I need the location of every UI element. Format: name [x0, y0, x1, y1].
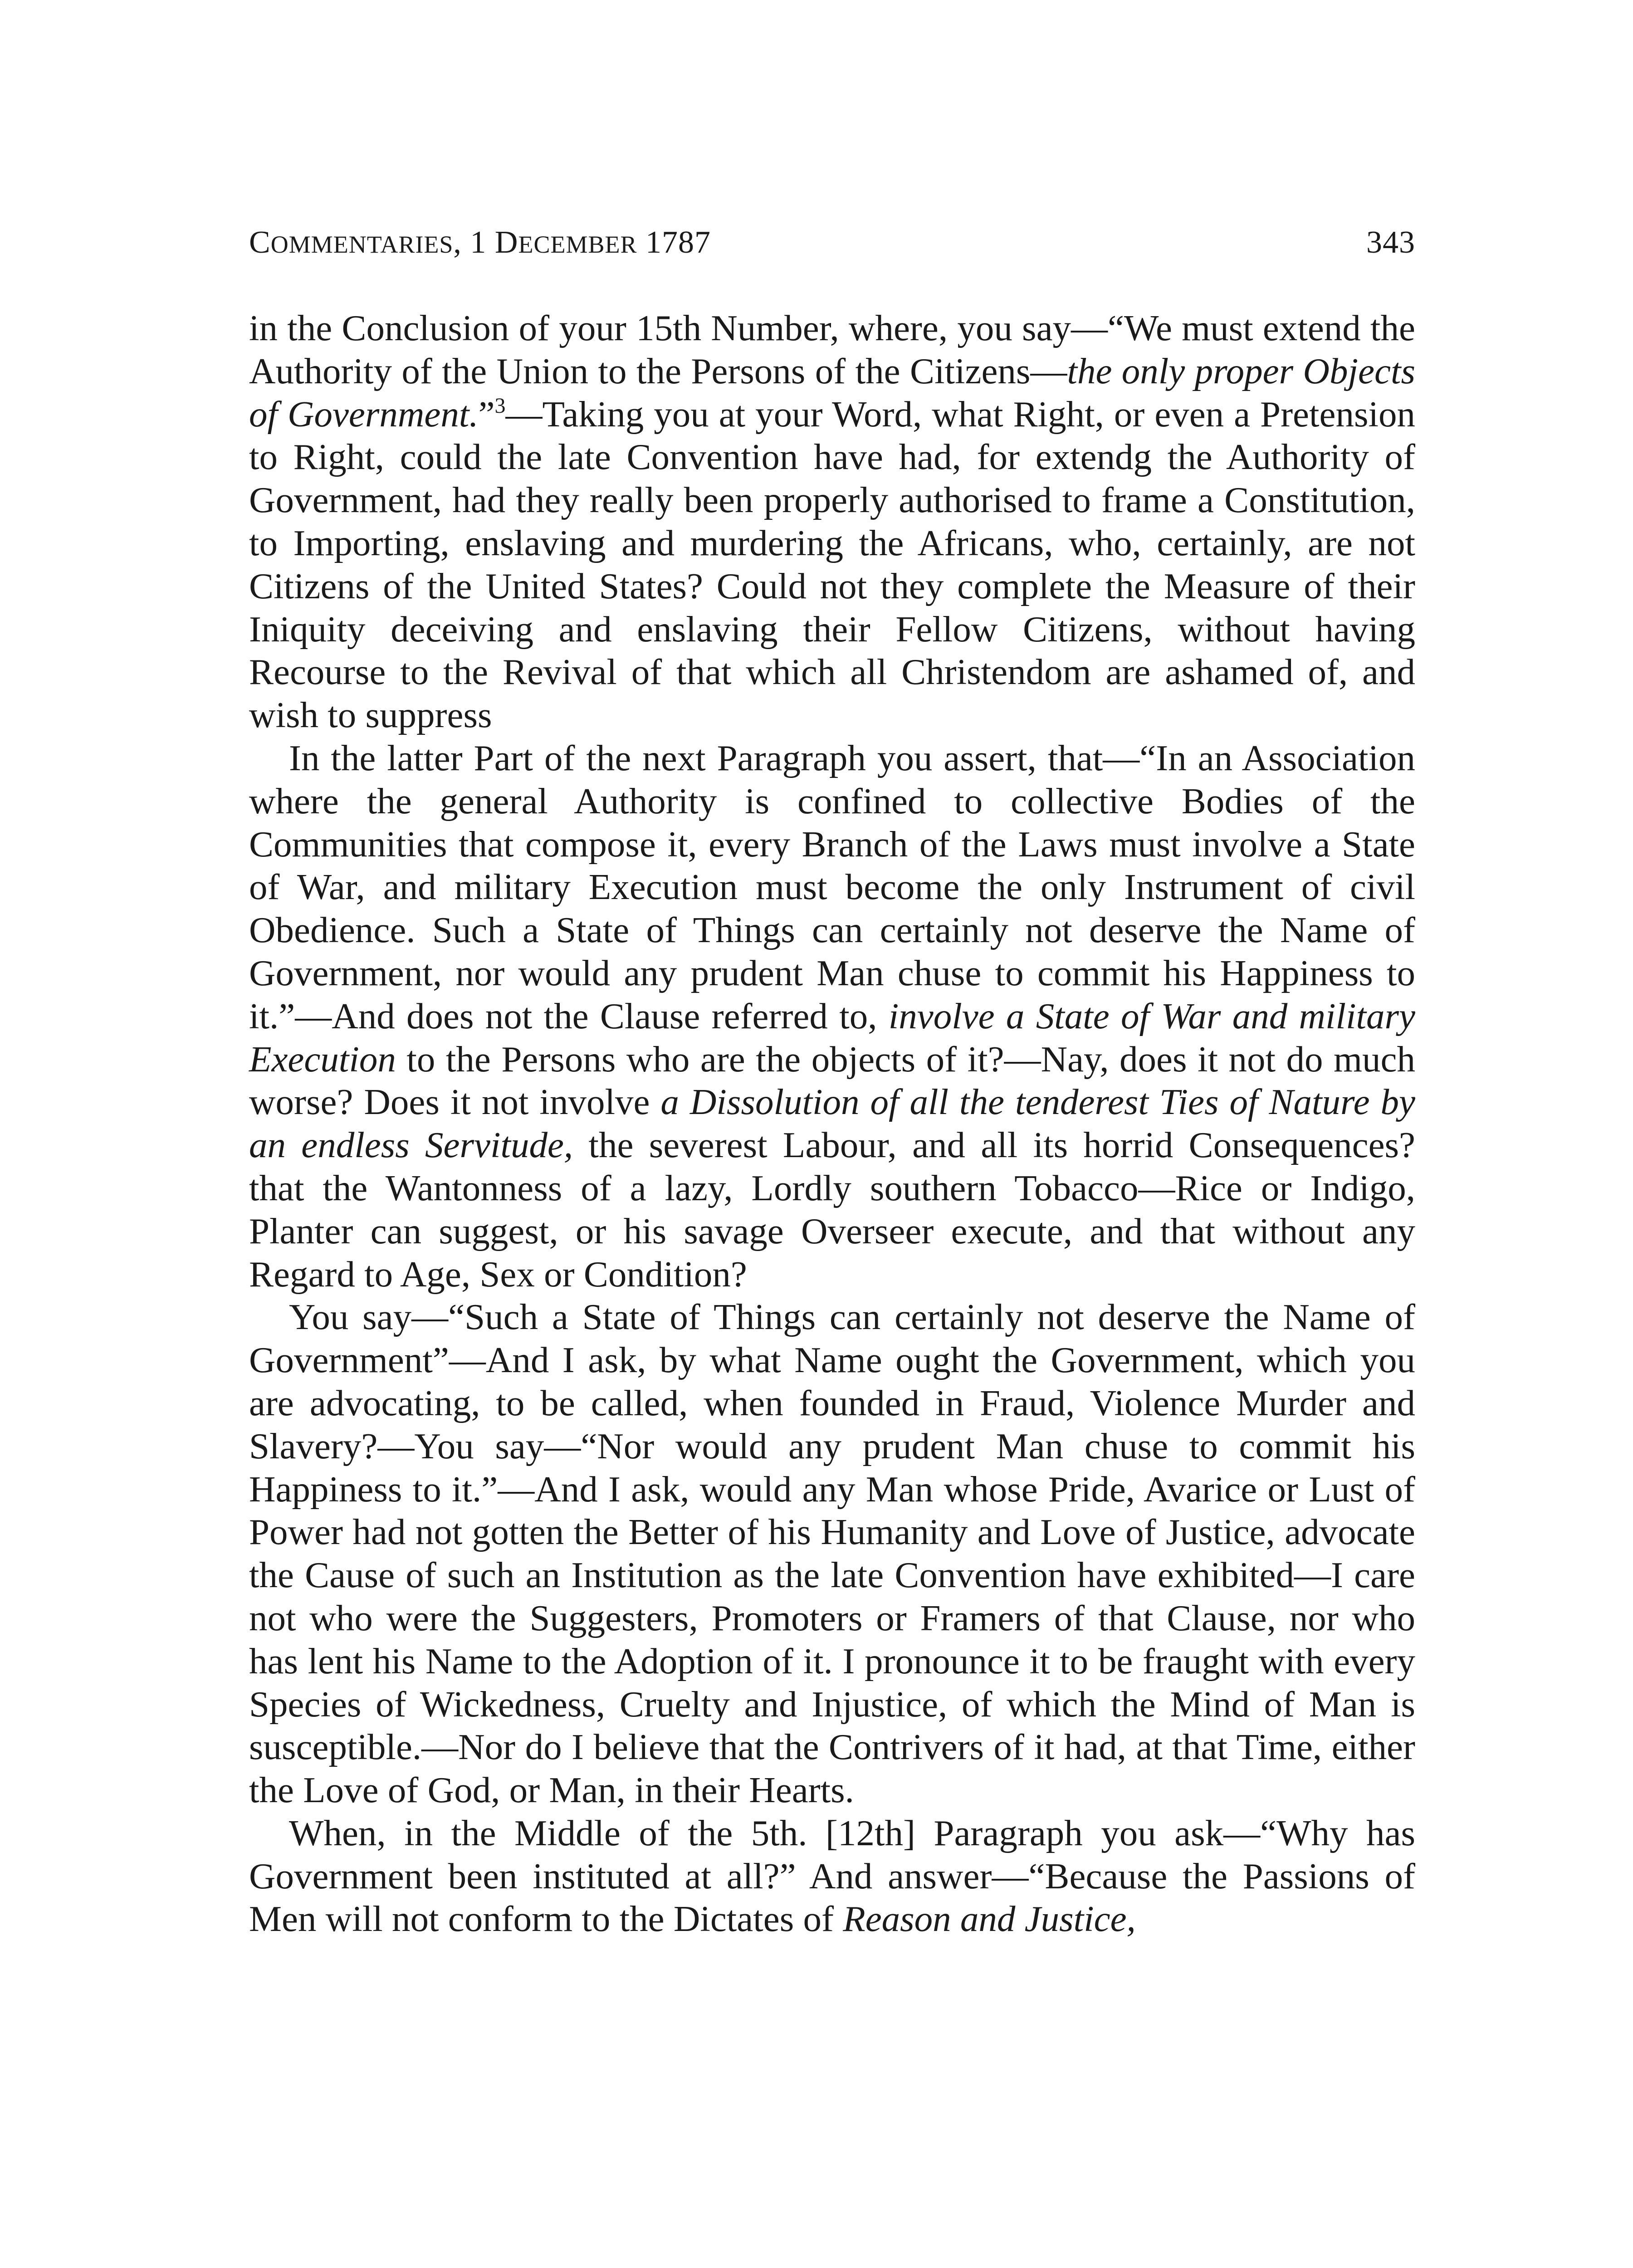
head-smallcaps-commentaries: OMMENTARIES	[270, 231, 454, 258]
body-text	[249, 307, 1415, 1941]
italic-text: the only proper Objects of Government.	[249, 350, 1415, 435]
head-smallcaps-december: ECEMBER	[518, 231, 637, 258]
text-run: ”	[478, 393, 495, 435]
text-run: You say—“Such a State of Things can certainly not deserve the Name of Government”—And I ask, by what Name ought the Government, which you are advocating, to be called, when founded in Fraud, Violence Murder and Slavery?—You say—“Nor would any prudent Man chuse to commit his Happiness to it.”—And I ask, would any Man whose Pride, Avarice or Lust of Power had not gotten the Better of his Humanity and Love of Justice, advocate the Cause of such an Institution as the late Convention have exhibited—I care not who were the Suggesters, Promoters or Framers of that Clause, nor who has lent his Name to the Adoption of it. I pronounce it to be fraught with every Species of Wickedness, Cruelty and Injustice, of which the Mind of Man is susceptible.—Nor do I believe that the Contrivers of it had, at that Time, either the Love of God, or Man, in their Hearts.	[249, 1296, 1415, 1811]
page-number: 343	[1366, 225, 1415, 260]
running-head	[249, 222, 1415, 263]
italic-text: involve a State of War and military Execution	[249, 995, 1415, 1080]
text-run: the severest Labour, and all its horrid Consequences? that the Wantonness of a lazy, Lordly southern Tobacco—Rice or Indigo, Planter can suggest, or his savage Overseer execute, and that without any Regard to Age, Sex or Condition?	[249, 1124, 1416, 1295]
text-run: In the latter Part of the next Paragraph you assert, that—“In an Association where the general Authority is confined to collective Bodies of the Communities that compose it, every Branch of the Laws must involve a State of War, and military Execution must become the only Instrument of civil Obedience. Such a State of Things can certainly not deserve the Name of Government, nor would any prudent Man chuse to commit his Happiness to it.”—And does not the Clause referred to,	[249, 737, 1415, 1036]
paragraph	[249, 1812, 1415, 1941]
paragraph	[249, 307, 1415, 737]
head-letter-c: C	[249, 225, 271, 260]
head-year: 1787	[637, 225, 711, 260]
italic-text: Reason and Justice,	[843, 1898, 1136, 1940]
paragraph	[249, 737, 1415, 1295]
text-run: When, in the Middle of the 5th. [12th] Paragraph you ask—“Why has Government been instituted at all?” And answer—“Because the Passions of Men will not conform to the Dictates of	[249, 1812, 1415, 1940]
head-date-day: , 1	[453, 225, 495, 260]
running-head-title	[249, 222, 711, 265]
text-run: in the Conclusion of your 15th Number, where, you say—“We must extend the Authority of the Union to the Persons of the Citizens—	[249, 308, 1415, 391]
head-letter-d: D	[494, 225, 518, 260]
text-run: to the Persons who are the objects of it?—Nay, does it not do much worse? Does it not involve	[249, 1038, 1415, 1123]
footnote-reference: 3	[494, 393, 506, 418]
paragraph	[249, 1295, 1415, 1812]
text-run: —Taking you at your Word, what Right, or even a Pretension to Right, could the late Convention have had, for extendg the Authority of Government, had they really been properly authorised to frame a Constitution, to Importing, enslaving and murdering the Africans, who, certainly, are not Citizens of the United States? Could not they complete the Measure of their Iniquity deceiving and enslaving their Fellow Citizens, without having Recourse to the Revival of that which all Christendom are ashamed of, and wish to suppress	[249, 393, 1415, 736]
italic-text: a Dissolution of all the tenderest Ties of Nature by an endless Servitude,	[249, 1081, 1415, 1166]
